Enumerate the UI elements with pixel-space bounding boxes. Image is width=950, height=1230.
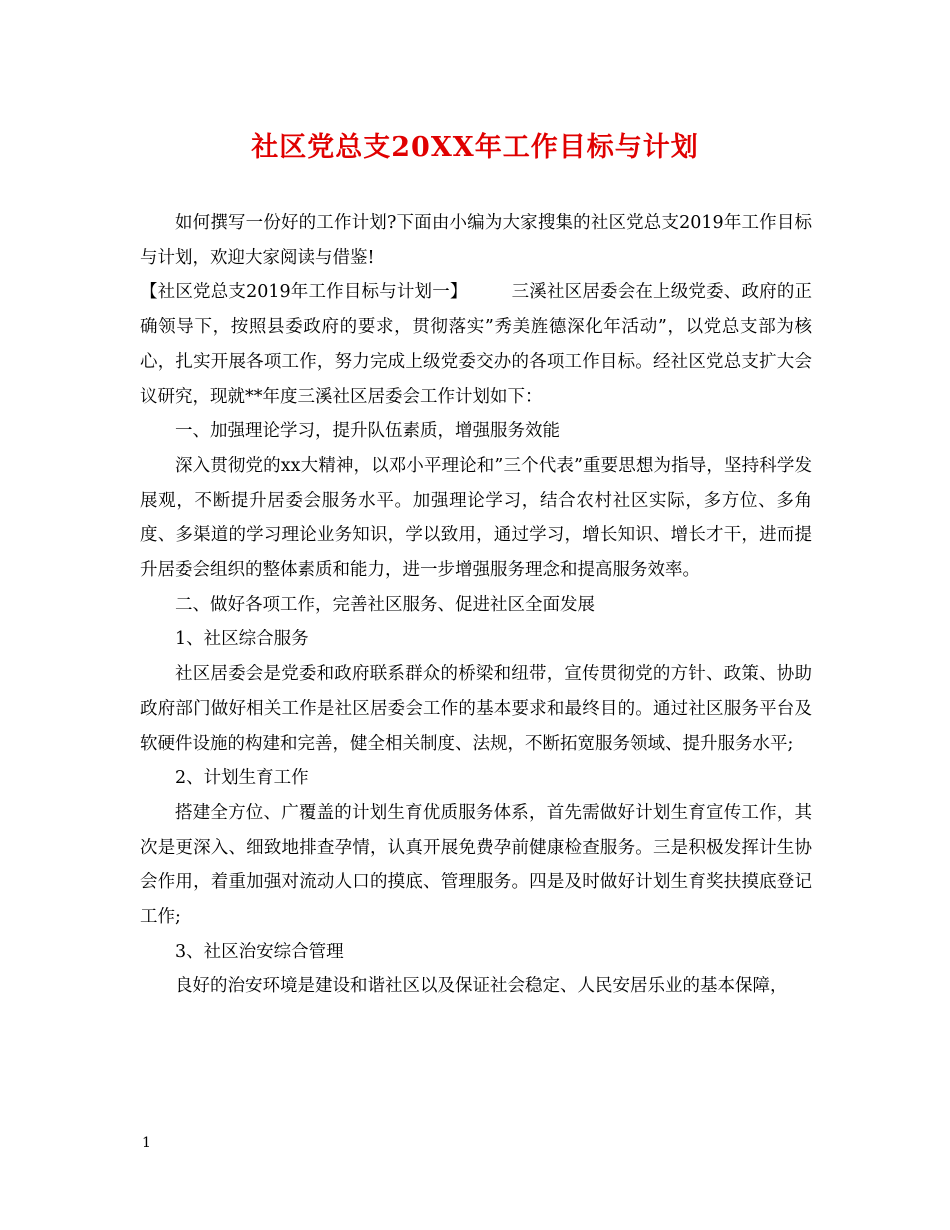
- public-security-paragraph: 良好的治安环境是建设和谐社区以及保证社会稳定、人民安居乐业的基本保障，: [175, 976, 788, 997]
- document-title: 社区党总支20XX年工作目标与计划: [251, 132, 699, 163]
- part-one-paragraph: 深入贯彻党的xx大精神，以邓小平理论和”三个代表”重要思想为指导，坚持科学发展观，不断提升居委会服务水平。加强理论学习，结合农村社区实际，多方位、多角度、多渠道的学习理论业务知识，学以致用，通过学习，增长知识、增长才干，进而提升居委会组织的整体素质和能力，进一步增强服务理念和提高服务效率。: [140, 455, 812, 581]
- heading-part-two: 二、做好各项工作，完善社区服务、促进社区全面发展: [175, 594, 595, 615]
- subheading-public-security: 3、社区治安综合管理: [175, 941, 344, 962]
- section-one-text: 三溪社区居委会在上级党委、政府的正确领导下，按照县委政府的要求，贯彻落实”秀美旌德深化年活动”，以党总支部为核心，扎实开展各项工作，努力完成上级党委交办的各项工作目标。经社区党总支扩大会议研究，现就**年度三溪社区居委会工作计划如下：: [140, 282, 812, 407]
- subheading-community-service: 1、社区综合服务: [175, 629, 309, 650]
- section-one-heading: 【社区党总支2019年工作目标与计划一】: [140, 282, 468, 303]
- subheading-family-planning: 2、计划生育工作: [175, 768, 309, 789]
- section-one-paragraph: [140, 275, 812, 414]
- intro-paragraph: 如何撰写一份好的工作计划?下面由小编为大家搜集的社区党总支2019年工作目标与计划，欢迎大家阅读与借鉴!: [140, 213, 812, 268]
- family-planning-paragraph: 搭建全方位、广覆盖的计划生育优质服务体系，首先需做好计划生育宣传工作，其次是更深入、细致地排查孕情，认真开展免费孕前健康检查服务。三是积极发挥计生协会作用，着重加强对流动人口的摸底、管理服务。四是及时做好计划生育奖扶摸底登记工作;: [140, 802, 812, 928]
- community-service-paragraph: 社区居委会是党委和政府联系群众的桥梁和纽带，宣传贯彻党的方针、政策、协助政府部门做好相关工作是社区居委会工作的基本要求和最终目的。通过社区服务平台及软硬件设施的构建和完善，健全相关制度、法规，不断拓宽服务领域、提升服务水平;: [140, 664, 812, 754]
- page-number: 1: [142, 1135, 151, 1151]
- heading-part-one: 一、加强理论学习，提升队伍素质，增强服务效能: [175, 421, 560, 442]
- document-body: [140, 206, 812, 1004]
